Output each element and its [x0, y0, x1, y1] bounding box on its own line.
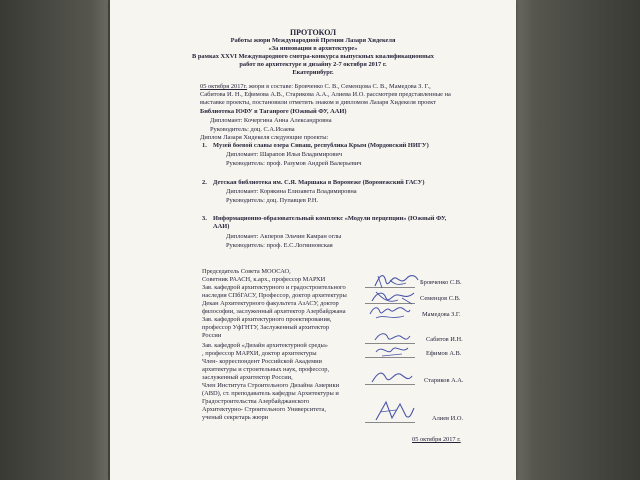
- jury-name-sementsov: Семенцов С.В.: [420, 295, 461, 302]
- project-1-title: Музей боевой славы озера Сиваш, республика Крым (Мордовский НИГУ): [213, 142, 429, 149]
- diplomas-intro: Диплом Лазаря Хидекеля следующие проекты:: [200, 134, 329, 141]
- jury-title-line: России: [202, 332, 222, 339]
- header-line-1: Работы жюри Международной Премии Лазаря Хидекеля: [230, 37, 396, 44]
- intro-text-1: жюри в составе: Бровченко С. В., Семенцова С. В., Мамедова З. Г.,: [247, 83, 431, 90]
- jury-name-sabitov: Сабитов И.Н.: [426, 336, 463, 343]
- signature-aliev: [372, 398, 416, 424]
- project-3-title-cont: ААИ): [213, 223, 230, 230]
- jury-title-line: Председатель Совета МООСАО,: [202, 268, 291, 275]
- project-3-title: Информационно-образовательный комплекс «Модули перцепции» (Южный ФУ,: [213, 215, 447, 222]
- signature-mamedova: [366, 300, 412, 322]
- jury-title-line: Член Института Строительного Дизайна Америки: [202, 382, 340, 389]
- project-1-num: 1.: [202, 142, 207, 149]
- intro-date: 05 октября 2017г.: [200, 83, 248, 90]
- jury-titles: [202, 268, 347, 422]
- jury-title-line: архитектуры и строительных наук, профессор,: [202, 366, 330, 373]
- project-3-num: 3.: [202, 215, 207, 222]
- jury-title-line: Градостроительства Азербайджанского: [202, 398, 310, 405]
- intro-line-2: Сабитова И. Н., Ефимова А.В., Старикова А.А., Алиева И.О. рассмотрев представленные на: [200, 91, 451, 98]
- jury-title-line: заслуженный архитектор России,: [202, 374, 293, 381]
- project-3-diplomant: Дипломант: Акперов Эльчин Камран оглы: [226, 233, 342, 240]
- intro-line-3: выставке проекты, постановили отметить знаком и дипломом Лазаря Хидекеля проект: [200, 99, 436, 106]
- project-2-supervisor: Руководитель: доц. Пупавцев Р.Н.: [226, 197, 319, 204]
- document-title: ПРОТОКОЛ: [289, 28, 337, 37]
- header-line-3: В рамках XXVI Международного смотра-конкурса выпускных квалификационных: [192, 53, 434, 60]
- intro-line-1: [200, 83, 431, 91]
- background-right: [515, 0, 640, 480]
- header-line-5: Екатеринбург.: [292, 69, 334, 76]
- project-1-supervisor: Руководитель: проф. Разумов Андрей Валерьевич: [226, 160, 362, 167]
- project-2-title: Детская библиотека им. С.Я. Маршака в Воронеже (Воронежский ГАСУ): [213, 179, 425, 186]
- document-page: [110, 0, 516, 480]
- jury-name-brovchenko: Бровченко С.В.: [420, 279, 462, 286]
- jury-title-line: философии, заслуженный архитектор Азербайджана: [202, 308, 346, 315]
- main-award-diplomant: Дипломант: Кочергина Анна Александровна: [210, 117, 332, 124]
- jury-title-line: наследия СПбГАСУ, Профессор, доктор архитектуры: [202, 292, 347, 299]
- signature-efimov: [372, 342, 412, 360]
- jury-name-efimov: Ефимов А.В.: [426, 350, 462, 357]
- main-award-supervisor: Руководитель: доц. С.А.Исаева: [210, 126, 295, 133]
- jury-name-starikov: Стариков А.А.: [424, 377, 464, 384]
- jury-name-mamedova: Мамедова З.Г.: [422, 311, 461, 318]
- header-line-2: «За инновации в архитектуре»: [268, 45, 358, 52]
- jury-title-line: Архитектурно- Строительного Университета,: [202, 406, 326, 413]
- jury-title-line: Зав. кафедрой «Дизайн архитектурной среды»: [202, 342, 328, 349]
- signature-starikov: [368, 366, 414, 388]
- jury-title-line: Декан Архитектурного факультета АзАСУ, доктор: [202, 300, 339, 307]
- jury-title-line: , профессор МАРХИ, доктор архитектуры: [202, 350, 317, 357]
- jury-title-line: Советник РААСН, к.арх., профессор МАРХИ: [202, 276, 326, 283]
- background-left: [0, 0, 108, 480]
- jury-title-line: профессор УфГНТУ, Заслуженный архитектор: [202, 324, 330, 331]
- project-1-diplomant: Дипломант: Шарапов Илья Владимирович: [226, 151, 343, 158]
- project-2-num: 2.: [202, 179, 207, 186]
- jury-title-line: ученый секретарь жюри: [202, 414, 269, 421]
- main-award-title: Библиотека ЮФУ в Таганроге (Южный ФУ, ААИ): [200, 108, 347, 115]
- jury-title-line: Зав. кафедрой архитектурного и градостроительного: [202, 284, 346, 291]
- jury-title-line: (ABD), ст. преподаватель кафедры Архитектуры и: [202, 390, 339, 397]
- jury-title-line: Член- корреспондент Российской Академии: [202, 358, 322, 365]
- project-3-supervisor: Руководитель: проф. Е.С.Логвиновская: [226, 242, 333, 249]
- project-2-diplomant: Дипломант: Корякина Елизавета Владимировна: [226, 188, 357, 195]
- header-line-4: работ по архитектуре и дизайну 2-7 октября 2017 г.: [239, 61, 387, 68]
- footer-date: 05 октября 2017 г.: [412, 436, 461, 443]
- jury-name-aliev: Алиев И.О.: [432, 415, 464, 422]
- jury-title-line: Зав. кафедрой архитектурного проектирования,: [202, 316, 332, 323]
